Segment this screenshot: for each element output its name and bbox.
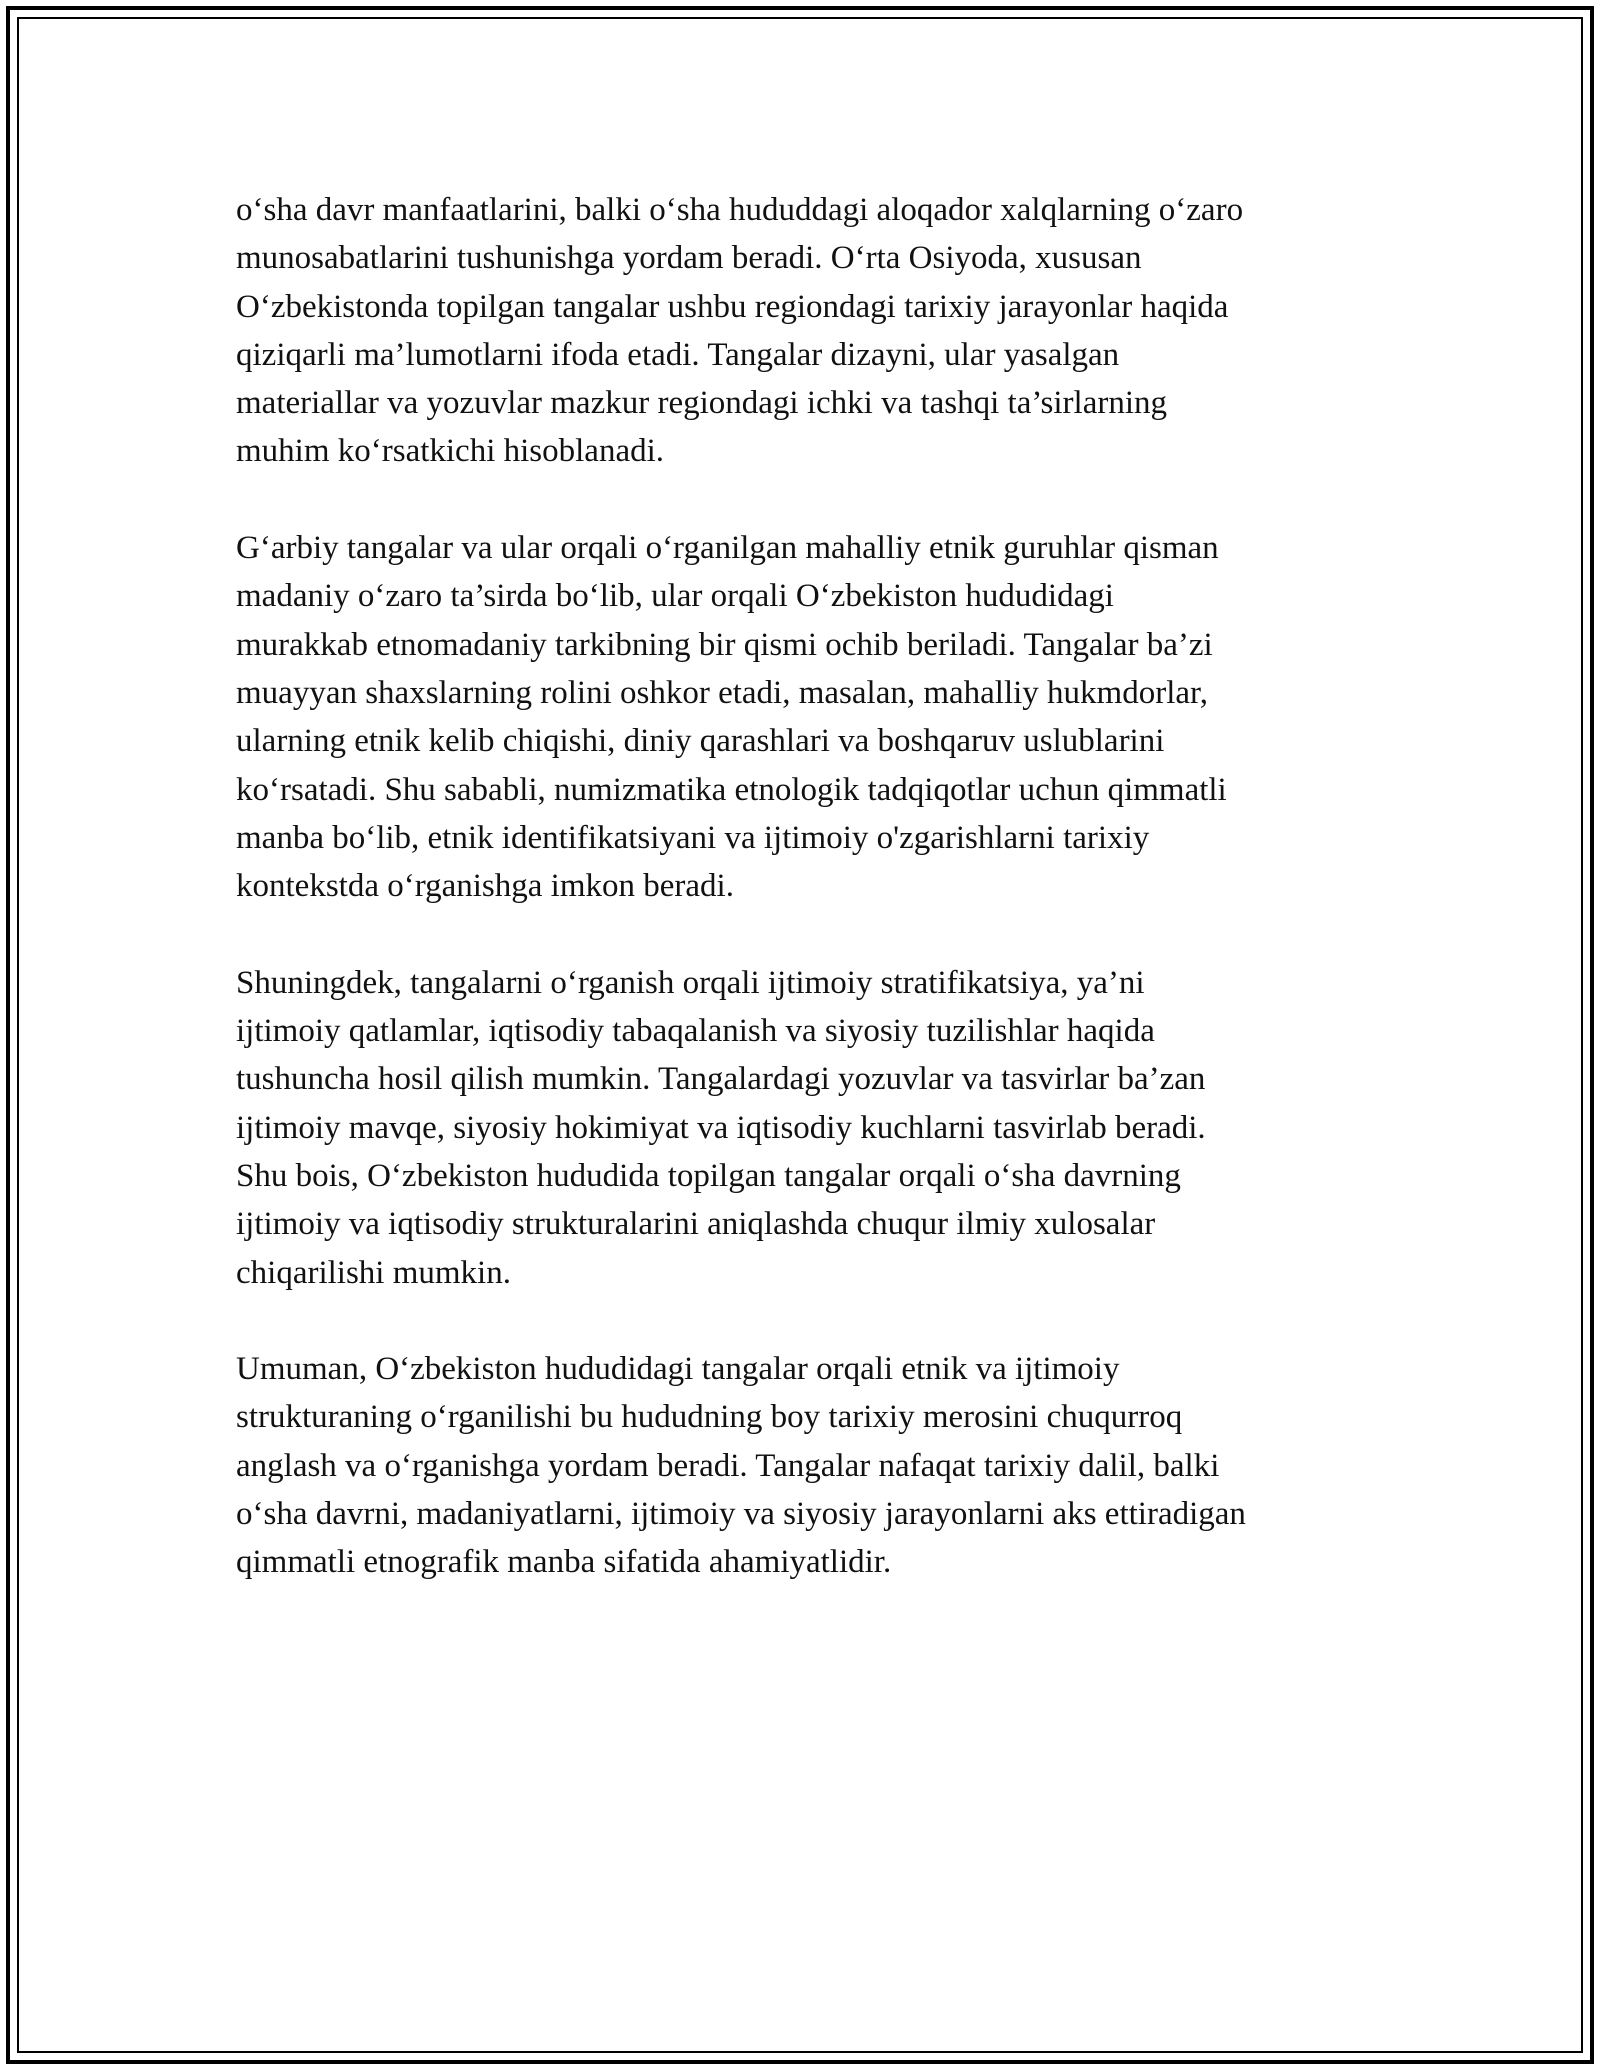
text-line: Shuningdek, tangalarni o‘rganish orqali ijtimoiy stratifikatsiya, ya’ni xyxy=(236,964,1145,1001)
text-line: o‘sha davrni, madaniyatlarni, ijtimoiy va siyosiy jarayonlarni aks ettiradigan xyxy=(236,1496,1246,1533)
text-line: o‘sha davr manfaatlarini, balki o‘sha hududdagi aloqador xalqlarning o‘zaro xyxy=(236,192,1244,228)
text-line: qiziqarli ma’lumotlarni ifoda etadi. Tangalar dizayni, ular yasalgan xyxy=(236,336,1120,373)
text-line: tushuncha hosil qilish mumkin. Tangalardagi yozuvlar va tasvirlar ba’zan xyxy=(236,1061,1206,1098)
text-line: ko‘rsatadi. Shu sababli, numizmatika etnologik tadqiqotlar uchun qimmatli xyxy=(236,771,1227,808)
text-line: Umuman, O‘zbekiston hududidagi tangalar orqali etnik va ijtimoiy xyxy=(236,1351,1120,1388)
text-line: muayyan shaxslarning rolini oshkor etadi, masalan, mahalliy hukmdorlar, xyxy=(236,674,1208,711)
text-line: Shu bois, O‘zbekiston hududida topilgan tangalar orqali o‘sha davrning xyxy=(236,1157,1181,1194)
paragraph-2 xyxy=(236,524,1376,910)
text-line: muhim ko‘rsatkichi hisoblanadi. xyxy=(236,433,665,470)
text-line: murakkab etnomadaniy tarkibning bir qismi ochib beriladi. Tangalar ba’zi xyxy=(236,626,1213,663)
text-line: ijtimoiy mavqe, siyosiy hokimiyat va iqtisodiy kuchlarni tasvirlab beradi. xyxy=(236,1109,1206,1146)
text-line: anglash va o‘rganishga yordam beradi. Tangalar nafaqat tarixiy dalil, balki xyxy=(236,1447,1220,1484)
text-line: chiqarilishi mumkin. xyxy=(236,1254,511,1291)
text-line: G‘arbiy tangalar va ular orqali o‘rganilgan mahalliy etnik guruhlar qisman xyxy=(236,530,1219,567)
text-line: munosabatlarini tushunishga yordam beradi. O‘rta Osiyoda, xususan xyxy=(236,240,1142,277)
text-line: ijtimoiy qatlamlar, iqtisodiy tabaqalanish va siyosiy tuzilishlar haqida xyxy=(236,1013,1155,1050)
text-line: ularning etnik kelib chiqishi, diniy qarashlari va boshqaruv uslublarini xyxy=(236,723,1165,760)
text-line: O‘zbekistonda topilgan tangalar ushbu regiondagi tarixiy jarayonlar haqida xyxy=(236,288,1229,325)
text-line: ijtimoiy va iqtisodiy strukturalarini aniqlashda chuqur ilmiy xulosalar xyxy=(236,1206,1156,1243)
text-line: qimmatli etnografik manba sifatida ahamiyatlidir. xyxy=(236,1544,892,1581)
paragraph-1 xyxy=(236,186,1376,476)
text-line: kontekstda o‘rganishga imkon beradi. xyxy=(236,868,734,905)
text-line: strukturaning o‘rganilishi bu hududning boy tarixiy merosini chuqurroq xyxy=(236,1399,1183,1436)
paragraph-4 xyxy=(236,1345,1376,1586)
text-line: madaniy o‘zaro ta’sirda bo‘lib, ular orqali O‘zbekiston hududidagi xyxy=(236,578,1114,615)
document-body xyxy=(236,186,1376,1635)
text-line: manba bo‘lib, etnik identifikatsiyani va ijtimoiy o'zgarishlarni tarixiy xyxy=(236,819,1150,856)
text-line: materiallar va yozuvlar mazkur regiondagi ichki va tashqi ta’sirlarning xyxy=(236,385,1167,422)
paragraph-3 xyxy=(236,959,1376,1297)
